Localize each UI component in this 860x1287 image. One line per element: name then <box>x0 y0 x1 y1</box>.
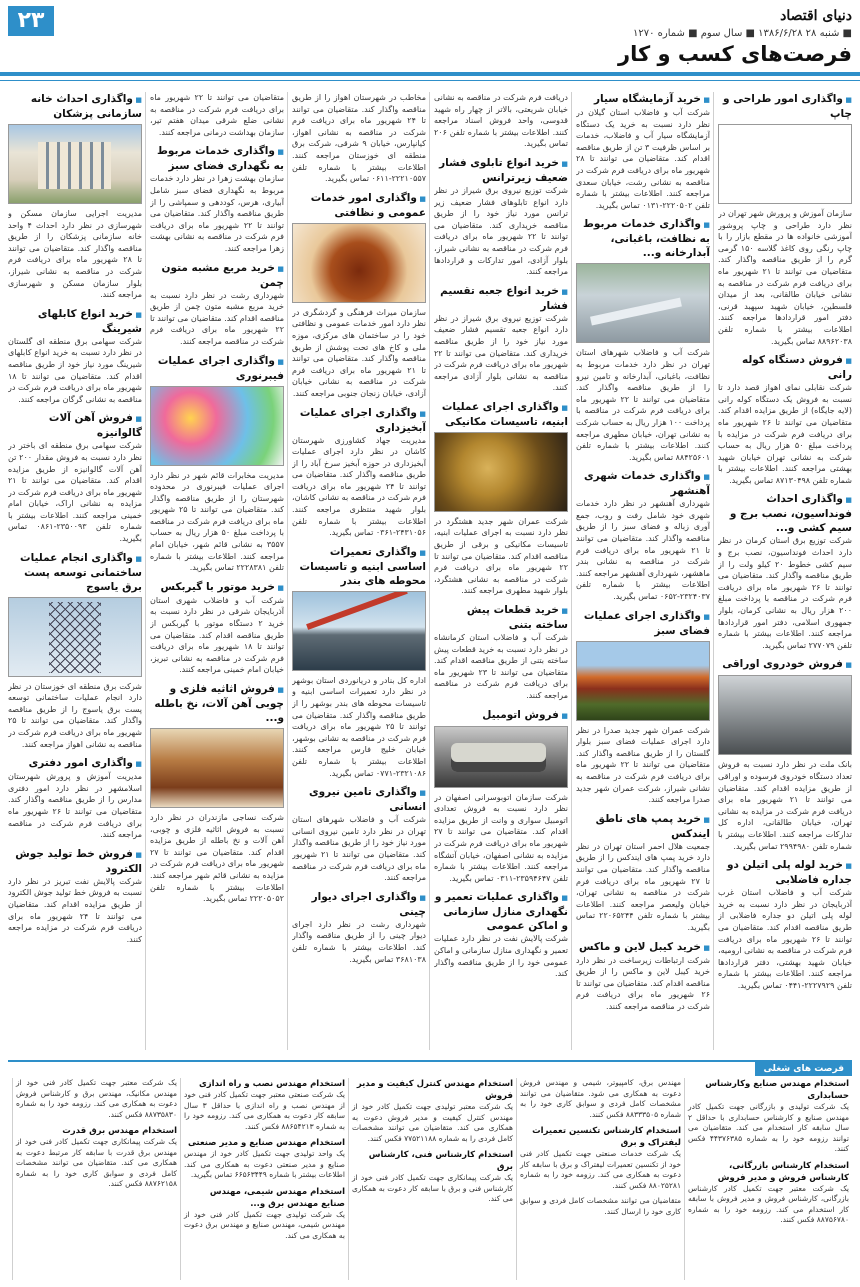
article-body: متقاضیان می توانند تا ۲۲ شهریور ماه برای دریافت فرم شرکت در مناقصه به نشانی ضلع شرقی میدان هفتم تیر، سازمان بهداشت درمانی مراجعه کنند. <box>150 93 284 137</box>
section-title: فرصت‌های کسب و کار <box>617 42 852 66</box>
article-body: دریافت فرم شرکت در مناقصه به نشانی خیابان شریعتی، بالاتر از چهار راه شهید قدوسی، واحد فروش اسناد مراجعه کنند. اطلاعات بیشتر با شماره تلفن ۲۰۶ تماس بگیرید. <box>434 93 568 149</box>
column-divider <box>713 92 714 1050</box>
job-ad-body: یک شرکت معتبر تولیدی جهت تکمیل کادر خود از مهندس کنترل کیفیت و مدیر فروش دعوت به همکاری می کند. متقاضیان می توانند مشخصات کامل فردی را به شماره ۷۷۵۲۱۱۸۸ فکس کنند. <box>352 1102 513 1143</box>
article-title: ■ واگذاری اجرای عملیات فیبرنوری <box>150 354 284 383</box>
column-4 <box>292 92 426 1050</box>
article-body: شرکت توزیع نیروی برق شیراز در نظر دارد انواع جعبه تقسیم فشار ضعیف مورد نیاز خود را از طریق مناقصه خریداری کند. متقاضیان می توانند تا ۲۲ شهریور ماه برای دریافت فرم شرکت در مناقصه به نشانی بلوار آزادی مراجعه کنند. <box>434 313 568 393</box>
article-item <box>8 551 142 751</box>
job-ads <box>8 1078 852 1280</box>
article-item <box>150 682 284 905</box>
job-ad <box>352 1078 513 1144</box>
article-body: شرکت توزیع برق استان کرمان در نظر دارد احداث فونداسیون، نصب برج و سیم کشی خطوط ۲۰ کیلو ولت را از طریق مناقصه واگذار کند. متقاضیان می توانند تا ۲۶ شهریور ماه برای دریافت فرم شرکت در مناقصه با پرداخت مبلغ ۲۰۰ هزار ریال به نشانی کرمان، بلوار جمهوری اسلامی، دفتر امور قراردادها مراجعه کنند. اطلاعات بیشتر با شماره تلفن ۲۷۷۰۷۹ تماس بگیرید. <box>718 536 852 650</box>
article-title: ■ واگذاری اجرای عملیات آبخیزداری <box>292 406 426 435</box>
article-body: شهرداری رشت در نظر دارد اجرای دیوار چینی را از طریق مناقصه واگذار کند. اطلاعات بیشتر با شماره تلفن ۳۶۸۱۰۳۸ تماس بگیرید. <box>292 919 426 964</box>
article-body: شرکت نساجی مازندران در نظر دارد نسبت به فروش اثاثیه فلزی و چوبی، آهن آلات و نخ باطله از طریق مزایده اقدام کند. متقاضیان می توانند تا ۲۷ شهریور ماه برای دریافت فرم شرکت در مزایده به نشانی قائم شهر مراجعه کنند. اطلاعات بیشتر با شماره تلفن ۲۲۲۰۵۰۵۲ تماس بگیرید. <box>150 813 284 904</box>
job-ad-body: یک واحد تولیدی جهت تکمیل کادر خود از مهندس صنایع و مدیر صنعتی دعوت به همکاری می کند. اطلاعات بیشتر با شماره ۶۶۵۶۳۴۴۹ تماس بگیرید. <box>184 1149 345 1179</box>
column-6 <box>8 92 142 1050</box>
article-item <box>292 785 426 884</box>
job-ad-body: مهندس برق، کامپیوتر، شیمی و مهندس فروش دعوت به همکاری می شود. متقاضیان می توانند مشخصات کامل فردی و سوابق کاری خود را به شماره ۸۸۳۳۳۵۰۵ فکس کنند. <box>520 1078 681 1119</box>
column-5 <box>150 92 284 1050</box>
header-rule <box>0 72 860 76</box>
lab-printer-icon <box>718 124 852 204</box>
article-item <box>150 144 284 254</box>
column-divider <box>287 92 288 1050</box>
masthead <box>8 6 852 64</box>
job-ad-body: یک شرکت معتبر جهت تکمیل کادر فنی خود از مهندس مکانیک، مهندس برق و کارشناس فروش دعوت به همکاری می کند. رزومه خود را به شماره ۸۸۷۳۵۸۳۰ فکس کنند. <box>16 1078 177 1119</box>
article-title: ■ فروش اثاثیه فلزی و چوبی آهن آلات، نخ باطله و... <box>150 682 284 725</box>
article-item <box>576 92 710 211</box>
article-body: شرکت پالایش نفت در نظر دارد عملیات تعمیر و نگهداری منازل سازمانی و اماکن عمومی خود را از طریق مناقصه واگذار کند. <box>434 934 568 979</box>
article-body: شرکت آب و فاضلاب شهرهای استان تهران در نظر دارد تامین نیروی انسانی مورد نیاز خود را از طریق مناقصه واگذار کند. متقاضیان می توانند تا ۲۱ شهریور ماه برای دریافت فرم شرکت در مناقصه مراجعه کنند. <box>292 815 426 883</box>
job-ad <box>688 1078 849 1155</box>
ad-column-5 <box>12 1078 180 1280</box>
job-ad <box>520 1078 681 1120</box>
article-body: شرکت آب و فاضلاب شهرهای استان تهران در نظر دارد خدمات مربوط به نظافت، باغبانی، آبدارخانه و تامین نیرو را از طریق مناقصه واگذار کند. متقاضیان می توانند تا ۲۲ شهریور ماه برای دریافت فرم شرکت در مناقصه با پرداخت ۱۰۰ هزار ریال به حساب شرکت به نشانی تهران، خیابان مطهری مراجعه کنند. اطلاعات بیشتر با شماره تلفن ۸۸۴۲۵۶۰۱ تماس بگیرید. <box>576 348 710 462</box>
article-item <box>8 756 142 841</box>
column-divider <box>145 92 146 1050</box>
job-ad <box>184 1078 345 1132</box>
article-title: ■ واگذاری عملیات تعمیر و نگهداری منازل سازمانی و اماکن عمومی <box>434 890 568 933</box>
article-title: ■ خرید انواع کابلهای شیرینگ <box>8 307 142 336</box>
job-ad-body: یک شرکت تولیدی و بازرگانی جهت تکمیل کادر مهندس صنایع و کارشناس حسابداری با حداقل ۲ سال سابقه کار استخدام می کند. متقاضیان می توانند رزومه خود را به شماره ۴۴۳۷۶۳۸۵ فکس کنند. <box>688 1102 849 1153</box>
article-item <box>434 890 568 979</box>
ad-column-4 <box>180 1078 348 1280</box>
article-item <box>434 92 568 150</box>
article-body: شرکت عمران شهر جدید هشتگرد در نظر دارد نسبت به اجرای عملیات ابنیه، تاسیسات مکانیکی و برقی از طریق مناقصه اقدام کند. متقاضیان می توانند تا ۲۲ شهریور ماه برای دریافت فرم شرکت در مناقصه به نشانی هشتگرد، بلوار شهید مطهری مراجعه کنند. <box>434 516 568 596</box>
port-icon <box>292 591 426 671</box>
article-body: شرکت آب و فاضلاب استان کرمانشاه در نظر دارد نسبت به خرید قطعات پیش ساخته بتنی از طریق مناقصه اقدام کند. متقاضیان می توانند تا ۲۳ شهریور ماه برای دریافت فرم شرکت در مناقصه مراجعه کنند. <box>434 633 568 700</box>
article-item <box>576 609 710 806</box>
article-item <box>150 354 284 574</box>
article-item <box>292 191 426 400</box>
job-ad-body: یک شرکت پیمانکاری جهت تکمیل کادر فنی خود از مهندس برق قدرت با سابقه کار مرتبط دعوت به همکاری می کند. متقاضیان می توانند مشخصات کامل فردی و سوابق کاری خود را به شماره ۸۸۷۶۲۱۵۸ فکس کنند. <box>16 1137 177 1188</box>
article-item <box>434 708 568 885</box>
cable-icon <box>150 386 284 466</box>
jeep-icon <box>434 726 568 788</box>
page-number: ۲۳ <box>8 6 54 36</box>
article-body: شرکت برق منطقه ای خوزستان در نظر دارد انجام عملیات ساختمانی توسعه پست برق یاسوج را از طریق مناقصه واگذار کند. متقاضیان می توانند تا ۲۵ شهریور ماه برای دریافت فرم شرکت در مناقصه به نشانی اهواز مراجعه کنند. <box>8 681 142 749</box>
article-item <box>718 492 852 651</box>
article-title: ■ واگذاری امور دفتری <box>8 756 142 771</box>
job-ad-title: استخدام مهندس صنایع وکارشناس حسابداری <box>705 1079 849 1101</box>
article-body: شرکت آب و فاضلاب استان غرب آذربایجان در نظر دارد نسبت به خرید لوله پلی اتیلن دو جداره فاضلابی از طریق مناقصه اقدام کند. متقاضیان می توانند تا ۲۶ شهریور ماه برای دریافت فرم شرکت در مناقصه به نشانی ارومیه، خیابان شهید بهشتی، دفتر قراردادها مراجعه کنند. اطلاعات بیشتر با شماره تلفن ۲۲۲۷۹۲۹-۰۴۴۱ تماس بگیرید. <box>718 888 852 990</box>
job-ad <box>520 1196 681 1217</box>
article-body: شهرداری آهنشهر در نظر دارد خدمات شهری خود شامل رفت و روب، جمع آوری زباله و فضای سبز را از طریق مناقصه واگذار کند. متقاضیان می توانند تا ۲۱ شهریور ماه برای دریافت فرم شرکت در مناقصه به نشانی بندر ماهشهر، شهرداری آهنشهر مراجعه کنند. اطلاعات بیشتر با شماره تلفن ۲۳۲۴۰۳۷-۰۶۵۲ تماس بگیرید. <box>576 499 710 602</box>
article-title: ■ خرید موتور با گیربکس <box>150 580 284 595</box>
job-ad-title: استخدام کارشناس فنی، کارشناس برق <box>368 1150 513 1172</box>
article-item <box>576 217 710 463</box>
job-ad <box>688 1160 849 1226</box>
article-body: شرکت توزیع نیروی برق شیراز در نظر دارد انواع تابلوهای فشار ضعیف زیر ترانس مورد نیاز خود را از طریق مناقصه خریداری کند. متقاضیان می توانند تا ۲۲ شهریور ماه برای دریافت فرم شرکت در مناقصه به نشانی شیراز، بلوار آزادی، امور تدارکات و قراردادها مراجعه کنند. <box>434 185 568 277</box>
job-ad-title: استخدام مهندس کنترل کیفیت و مدیر فروش <box>356 1079 513 1101</box>
job-ad-body: متقاضیان می توانند مشخصات کامل فردی و سوابق کاری خود را ارسال کنند. <box>520 1196 681 1216</box>
article-item <box>8 411 142 544</box>
column-divider <box>571 92 572 1050</box>
newspaper-logo: دنیای اقتصاد <box>780 8 852 24</box>
article-body: شرکت نقابلی نمای اهواز قصد دارد تا نسبت به فروش یک دستگاه کوله رانی (لایه جایگاه) از طریق مزایده اقدام کند. متقاضیان می توانند تا ۲۶ شهریور ماه برای دریافت فرم شرکت در مزایده با پرداخت مبلغ ۵۰ هزار ریال به حساب شرکت به نشانی تهران خیابان شهید بهشتی مراجعه کنند. اطلاعات بیشتر با شماره تلفن ۸۷۱۳۰۴۹۸ تماس بگیرید. <box>718 383 852 485</box>
ads-header <box>8 1060 852 1074</box>
article-body: شرکت عمران شهر جدید صدرا در نظر دارد اجرای عملیات فضای سبز بلوار گلستان را از طریق مناقصه واگذار کند. متقاضیان می توانند تا ۲۲ شهریور ماه برای دریافت فرم شرکت در مناقصه به نشانی شیراز، شرکت عمران شهر جدید صدرا مراجعه کنند. <box>576 725 710 805</box>
article-title: ■ خرید انواع تابلوی فشار ضعیف زیرترانس <box>434 156 568 185</box>
building-icon <box>8 124 142 204</box>
article-body: شرکت آب و فاضلاب استان گیلان در نظر دارد نسبت به خرید یک دستگاه آزمایشگاه سیار آب و فاضلاب، خدمات بر اساس ظرفیت ۳ تن از طریق مناقصه اقدام کند. متقاضیان می توانند تا ۲۸ شهریور ماه برای دریافت فرم شرکت در مناقصه به نشانی رشت، خیابان سعدی مراجعه کنند. اطلاعات بیشتر با شماره تلفن ۲۲۲۰۵۰۲-۰۱۳۱ تماس بگیرید. <box>576 108 710 210</box>
article-title: ■ واگذاری تعمیرات اساسی ابنیه و تاسیسات محوطه های بندر <box>292 545 426 588</box>
article-body: مدیریت اجرایی سازمان مسکن و شهرسازی در نظر دارد احداث ۴ واحد خانه سازمانی پزشکان را از طریق مناقصه واگذار کند. متقاضیان می توانند تا ۲۸ شهریور ماه برای دریافت فرم شرکت در مناقصه به نشانی شیراز، بلوار سازمان مسکن و شهرسازی مراجعه کنند. <box>8 209 142 300</box>
article-body: اداره کل بنادر و دریانوردی استان بوشهر در نظر دارد تعمیرات اساسی ابنیه و تاسیسات محوطه های بندر بوشهر را از طریق مناقصه واگذار کند. متقاضیان می توانند تا ۲۵ شهریور ماه برای دریافت فرم شرکت در مناقصه به نشانی بوشهر، خیابان خلیج فارس مراجعه کنند. اطلاعات بیشتر با شماره تلفن ۲۳۲۱۰۸۶-۰۷۷۱ تماس بگیرید. <box>292 675 426 778</box>
article-body: شهرداری رشت در نظر دارد نسبت به خرید مربع مشبه متون چمن از طریق مناقصه اقدام کند. متقاضیان می توانند تا ۲۲ شهریور ماه برای دریافت فرم شرکت در مناقصه مراجعه کنند. <box>150 290 284 346</box>
article-title: ■ واگذاری اجرای عملیات ابنیه، تاسیسات مکانیکی <box>434 400 568 429</box>
job-ad <box>520 1125 681 1191</box>
article-item <box>434 156 568 278</box>
article-body: مخاطب در شهرستان اهواز را از طریق مناقصه واگذار کند. متقاضیان می توانند تا ۲۴ شهریور ماه برای دریافت فرم شرکت در مناقصه به نشانی اهواز، کیانپارس، خیابان ۹ شرقی، شرکت برق منطقه ای خوزستان مراجعه کنند. اطلاعات بیشتر با شماره تلفن ۲۲۲۱۰۵۵۷-۰۶۱۱ تماس بگیرید. <box>292 93 426 184</box>
article-title: ■ فروش دستگاه کوله رانی <box>718 353 852 382</box>
article-item <box>718 92 852 347</box>
header-rule-thin <box>0 80 860 81</box>
article-title: ■ فروش خط تولید جوش الکترود <box>8 847 142 876</box>
job-ad-title: استخدام مهندس صنایع و مدیر صنعتی <box>187 1138 345 1148</box>
job-ad-body: یک شرکت صنعتی معتبر جهت تکمیل کادر فنی خود از مهندس نصب و راه اندازی با حداقل ۳ سال سابقه کار دعوت به همکاری می کند. رزومه خود را به شماره ۸۸۶۵۴۲۱۳ فکس کنند. <box>184 1090 345 1131</box>
job-ad-title: استخدام مهندس شیمی، مهندس صنایع مهندس برق و... <box>209 1186 345 1209</box>
job-ad-body: یک شرکت پیمانکاری جهت تکمیل کادر فنی خود از کارشناس فنی و برق با سابقه کار دعوت به همکاری می کند. <box>352 1173 513 1203</box>
job-ad <box>352 1149 513 1205</box>
article-title: ■ فروش اتومبیل <box>434 708 568 723</box>
job-ad <box>184 1186 345 1242</box>
article-item <box>292 545 426 779</box>
article-body: شرکت آب و فاضلاب شهری استان آذربایجان شرقی در نظر دارد نسبت به خرید ۲ دستگاه موتور با گیربکس از طریق مناقصه اقدام کند. متقاضیان می توانند تا ۱۸ شهریور ماه برای دریافت فرم شرکت در مناقصه به نشانی تبریز، خیابان امام خمینی مراجعه کنند. <box>150 595 284 675</box>
article-item <box>292 406 426 539</box>
article-item <box>292 890 426 965</box>
article-item <box>576 812 710 934</box>
article-title: ■ واگذاری امور طراحی و چاپ <box>718 92 852 121</box>
article-columns <box>8 92 852 1050</box>
article-body: سازمان بهشت زهرا در نظر دارد خدمات مربوط به نگهداری فضای سبز شامل آبیاری، هرس، کوددهی و سمپاشی را از طریق مناقصه واگذار کند. متقاضیان می توانند تا ۲۲ شهریور ماه برای دریافت فرم شرکت در مناقصه به نشانی بهشت زهرا مراجعه کنند. <box>150 174 284 253</box>
ads-tag: فرصت های شغلی <box>755 1062 852 1076</box>
article-title: ■ واگذاری تامین نیروی انسانی <box>292 785 426 814</box>
ad-column-1 <box>684 1078 852 1280</box>
job-ad-title: استخدام کارشناس بازرگانی، کارشناس فروش و مدیر فروش <box>717 1160 849 1183</box>
forest-icon <box>576 641 710 721</box>
job-ad-title: استخدام مهندس نصب و راه اندازی <box>199 1079 345 1089</box>
article-title: ■ خرید لوله پلی اتیلن دو جداره فاضلابی <box>718 858 852 887</box>
job-ad-body: یک شرکت معتبر جهت تکمیل کادر کارشناس بازرگانی، کارشناس فروش و مدیر فروش با سابقه کار استخدام می کند. رزومه خود را به شماره ۸۸۷۵۶۷۸۰ فکس کنند. <box>688 1183 849 1224</box>
article-body: مدیریت آموزش و پرورش شهرستان اسلامشهر در نظر دارد امور دفتری مدارس را از طریق مناقصه واگذار کند. متقاضیان می توانند تا ۲۶ شهریور ماه برای دریافت فرم شرکت در مناقصه مراجعه کنند. <box>8 772 142 840</box>
article-item <box>434 400 568 597</box>
article-item <box>434 603 568 702</box>
column-2 <box>576 92 710 1050</box>
article-item <box>434 284 568 394</box>
article-item <box>8 847 142 946</box>
article-item <box>292 92 426 185</box>
article-title: ■ واگذاری خدمات مربوط به نظافت، باغبانی، آبدارخانه و... <box>576 217 710 260</box>
article-item <box>576 469 710 602</box>
article-body: سازمان آموزش و پرورش شهر تهران در نظر دارد طراحی و چاپ پروشور آموزشی خانواده ها در مقطع بازار را با چاپ رنگی روی کاغذ گلاسه ۱۵۰ گرمی گرم را از طریق مناقصه واگذار کند. متقاضیان می توانند تا ۲۱ شهریور ماه برای دریافت فرم شرکت در مناقصه به نشانی خیابان طالقانی، بعد از میدان فلسطین، خیابان شهید سپهبد قرنی، دفتر امور قراردادها مراجعه کنند. اطلاعات بیشتر با شماره تلفن ۸۸۹۶۲۰۳۸ تماس بگیرید. <box>718 209 852 346</box>
article-body: شرکت سهامی برق منطقه ای باختر در نظر دارد نسبت به فروش مقدار ۲۰۰ تن آهن آلات گالوانیزه از طریق مزایده اقدام کند. متقاضیان می توانند تا ۲۱ شهریور ماه برای دریافت فرم شرکت در مزایده به نشانی اراک، خیابان امام خمینی مراجعه کنند. اطلاعات بیشتر با شماره تلفن ۲۳۵۰۰۹۳-۰۸۶۱ تماس بگیرید. <box>8 441 142 544</box>
job-ad <box>16 1125 177 1190</box>
article-item <box>718 858 852 991</box>
article-title: ■ واگذاری خدمات مربوط به نگهداری فضای سبز <box>150 144 284 173</box>
article-body: شرکت ارتباطات زیرساخت در نظر دارد خرید کیبل لاین و ماکس را از طریق مناقصه اقدام کند. متقاضیان می توانند تا ۲۶ شهریور ماه برای دریافت فرم شرکت در مناقصه مراجعه کنند. <box>576 955 710 1011</box>
article-title: ■ فروش خودروی اوراقی <box>718 657 852 672</box>
article-title: ■ واگذاری احداث خانه سازمانی پزشکان <box>8 92 142 121</box>
article-title: ■ واگذاری خدمات شهری آهنشهر <box>576 469 710 498</box>
ad-column-3 <box>348 1078 516 1280</box>
car-icon <box>718 675 852 755</box>
tower-icon <box>8 597 142 677</box>
article-body: مدیریت مخابرات قائم شهر در نظر دارد اجرای عملیات فیبرنوری در محدوده شهرستان را از طریق مناقصه واگذار کند. متقاضیان می توانند تا ۲۵ شهریور ماه برای دریافت فرم شرکت در مناقصه با پرداخت مبلغ ۵۰ هزار ریال به حساب ۳۵۵۷ به نشانی قائم شهر، خیابان امام مراجعه کنند. اطلاعات بیشتر با شماره تلفن ۲۲۲۸۳۸۱ تماس بگیرید. <box>150 470 284 573</box>
column-1 <box>718 92 852 1050</box>
article-body: شرکت پالایش نفت تبریز در نظر دارد نسبت به فروش خط تولید جوش الکترود از طریق مزایده اقدام کند. متقاضیان می توانند تا ۲۴ شهریور ماه برای دریافت فرم شرکت در مزایده مراجعه کنند. <box>8 876 142 944</box>
article-item <box>718 657 852 852</box>
article-title: ■ واگذاری امور خدمات عمومی و نظافتی <box>292 191 426 220</box>
job-ad-body: یک شرکت خدمات صنعتی جهت تکمیل کادر فنی خود از تکنسین تعمیرات لیفتراک و برق با سابقه کار دعوت به همکاری می کند. رزومه خود را به شماره ۸۸۰۲۵۲۸۱ فکس کنند. <box>520 1149 681 1190</box>
article-title: ■ خرید آزمایشگاه سیار <box>576 92 710 107</box>
article-body: جمعیت هلال احمر استان تهران در نظر دارد خرید پمپ های ایندکس را از طریق مناقصه واگذار کند. متقاضیان می توانند تا ۲۷ شهریور ماه برای دریافت فرم شرکت در مناقصه به نشانی تهران، خیابان ولیعصر مراجعه کنند. اطلاعات بیشتر با شماره تلفن ۲۲۰۶۵۲۴۴ تماس بگیرید. <box>576 841 710 932</box>
issue-line: ■ شنبه ۲۸ ۱۳۸۶/۶/۲۸ ■ سال سوم ■ شماره ۱۲۷۰ <box>632 28 852 39</box>
article-title: ■ خرید پمپ های ناطق ایندکس <box>576 812 710 841</box>
article-title: ■ واگذاری اجرای عملیات فضای سبز <box>576 609 710 638</box>
article-item <box>718 353 852 486</box>
article-title: ■ خرید کیبل لاین و ماکس <box>576 940 710 955</box>
ad-column-2 <box>516 1078 684 1280</box>
article-body: شرکت سهامی برق منطقه ای گلستان در نظر دارد نسبت به خرید انواع کابلهای شیرینگ مورد نیاز خود از طریق مناقصه اقدام کند. متقاضیان می توانند تا ۱۸ شهریور ماه برای دریافت فرم شرکت در مناقصه به نشانی گرگان مراجعه کنند. <box>8 336 142 404</box>
job-ad-body: یک شرکت تولیدی جهت تکمیل کادر فنی خود از مهندس شیمی، مهندس صنایع و مهندس برق دعوت به همکاری می کند. <box>184 1209 345 1240</box>
job-ad-title: استخدام مهندس برق قدرت <box>62 1126 177 1136</box>
job-ad <box>16 1078 177 1120</box>
article-title: ■ خرید انواع جعبه تقسیم فشار <box>434 284 568 313</box>
article-body: سازمان میراث فرهنگی و گردشگری در نظر دارد امور خدمات عمومی و نظافتی خود را در ساختمان های مرکزی، موزه ملی و کاخ های تحت پوشش از طریق مناقصه واگذار کند. متقاضیان می توانند تا ۲۱ شهریور ماه برای دریافت فرم شرکت در مناقصه به نشانی خیابان آزادی، خیابان زنجان جنوبی مراجعه کنند. <box>292 307 426 398</box>
article-title: ■ خرید مربع مشبه متون چمن <box>150 261 284 290</box>
article-title: ■ واگذاری احداث فونداسیون، نصب برج و سیم کشی و... <box>718 492 852 535</box>
article-item <box>8 92 142 301</box>
article-item <box>8 307 142 406</box>
column-divider <box>429 92 430 1050</box>
article-body: مدیریت جهاد کشاورزی شهرستان کاشان در نظر دارد اجرای عملیات آبخیزداری در حوزه آبخیز سرخ آباد را از طریق مناقصه واگذار کند. متقاضیان می توانند تا ۲۴ شهریور ماه برای دریافت فرم شرکت در مناقصه به نشانی کاشان، بلوار شهید منتظری مراجعه کنند. اطلاعات بیشتر با شماره تلفن ۲۴۳۱۰۵۶-۰۳۶۱ تماس بگیرید. <box>292 435 426 538</box>
article-title: ■ واگذاری اجرای دیوار چینی <box>292 890 426 919</box>
article-title: ■ فروش آهن آلات گالوانیزه <box>8 411 142 440</box>
article-item <box>576 940 710 1013</box>
article-body: بانک ملت در نظر دارد نسبت به فروش تعداد دستگاه خودروی فرسوده و اوراقی از طریق مزایده اقدام کند. متقاضیان می توانند تا ۲۱ شهریور ماه برای دریافت فرم شرکت در مزایده به نشانی تهران، خیابان طالقانی، اداره کل تدارکات مراجعه کنند. اطلاعات بیشتر با شماره تلفن ۲۹۹۴۹۸۰ تماس بگیرید. <box>718 760 852 851</box>
article-title: ■ واگذاری انجام عملیات ساختمانی توسعه پست برق یاسوج <box>8 551 142 594</box>
tea-icon <box>292 223 426 303</box>
article-item <box>150 261 284 348</box>
bed-icon <box>150 728 284 808</box>
article-body: شرکت سازمان اتوبوسرانی اصفهان در نظر دارد نسبت به فروش تعدادی اتومبیل سواری و وانت از طریق مزایده اقدام کند. متقاضیان می توانند تا ۲۷ شهریور ماه برای دریافت فرم شرکت در مزایده به نشانی اصفهان، خیابان آتشگاه مراجعه کنند. اطلاعات بیشتر با شماره تلفن ۲۳۵۹۴۶۴۷-۰۳۱۱ تماس بگیرید. <box>434 792 568 883</box>
wash-icon <box>576 263 710 343</box>
column-3 <box>434 92 568 1050</box>
article-item <box>150 92 284 138</box>
article-title: ■ خرید قطعات پیش ساخته بتنی <box>434 603 568 632</box>
job-ad-title: استخدام کارشناس تکنسین تعمیرات لیفتراک و برق <box>532 1126 681 1148</box>
article-item <box>150 580 284 676</box>
job-ad <box>184 1137 345 1181</box>
gear-icon <box>434 432 568 512</box>
